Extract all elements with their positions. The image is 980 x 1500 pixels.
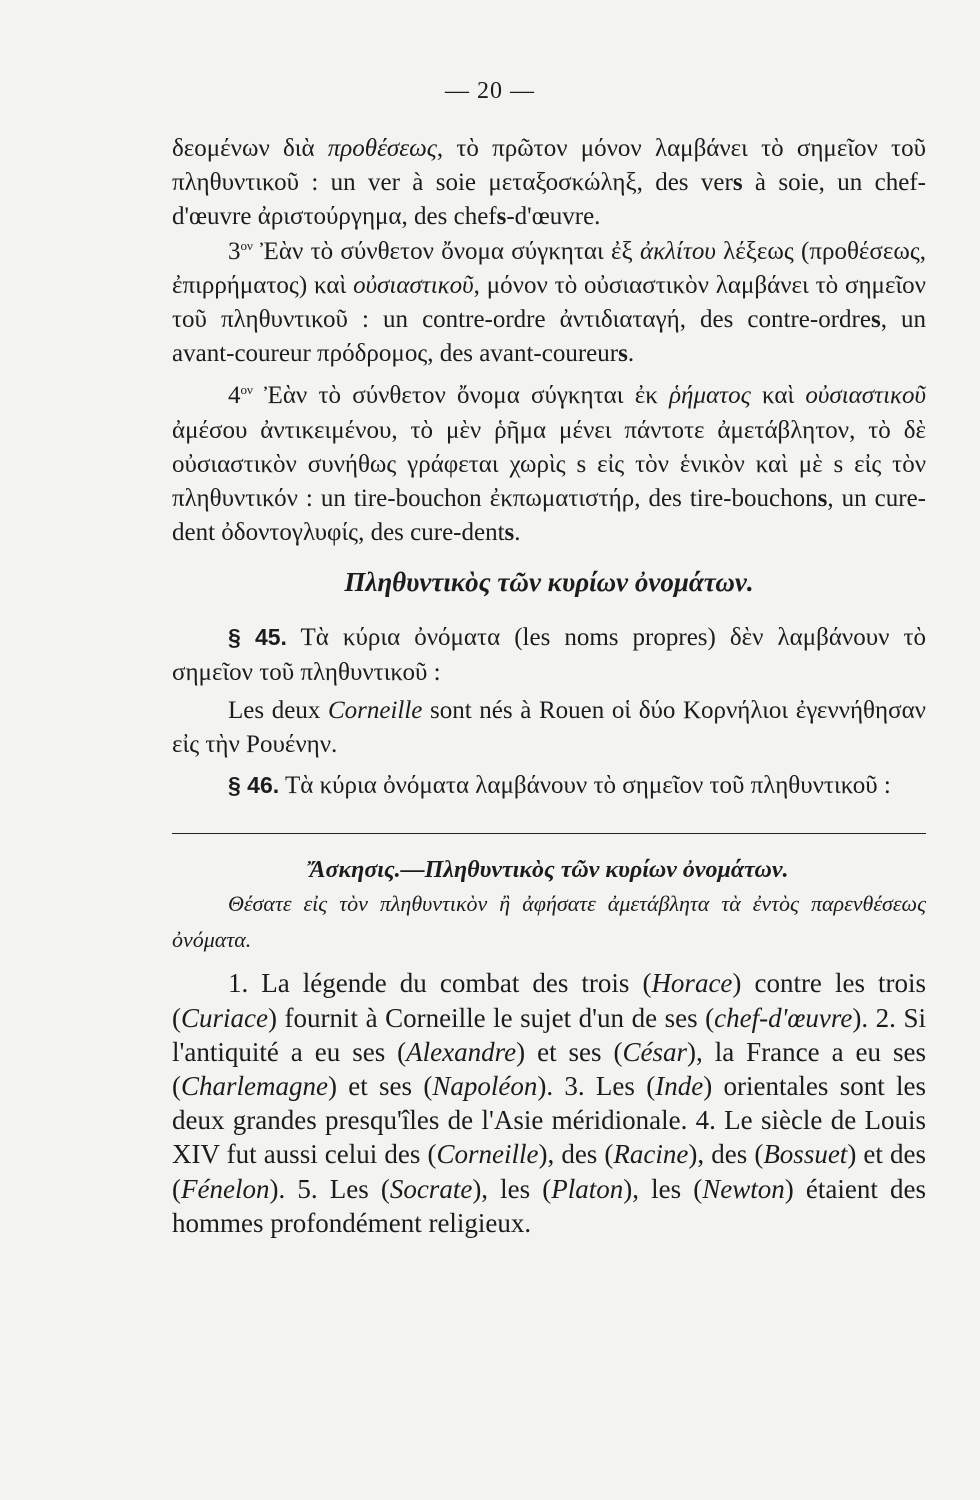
section-heading: Πληθυντικὸς τῶν κυρίων ὀνομάτων. <box>344 567 754 598</box>
text-run: . <box>627 340 635 368</box>
italic-run: Horace <box>651 968 733 999</box>
text-run: ) contre les trois ( <box>172 968 926 1033</box>
text-run: Τὰ κύρια ὀνόματα λαμβάνουν τὸ σημεῖον τοῦ πληθυντικοῦ : <box>279 772 891 800</box>
text-run: καὶ <box>750 382 806 410</box>
italic-run: Inde <box>655 1071 704 1102</box>
exercise-instruction: Θέσατε εἰς τὸν πληθυντικὸν ἢ ἀφήσατε ἀμετάβλητα τὰ ἐντὸς παρενθέσεως ὀνόματα. <box>172 891 926 953</box>
section-number: § 46. <box>228 772 280 799</box>
bold-plural-s: s <box>504 519 515 547</box>
italic-run: Charlemagne <box>181 1071 328 1102</box>
text-run: ), les ( <box>623 1173 703 1204</box>
text-run: , μόνον τὸ οὐσιαστικὸν λαμβάνει τὸ σημεῖον τοῦ πληθυντικοῦ : un contre-ordre ἀντιδιαταγή, des contre-ordre <box>172 271 926 334</box>
bold-plural-s: s <box>618 340 628 368</box>
text-run: Les deux <box>228 696 328 724</box>
italic-run: Napoléon <box>432 1071 538 1102</box>
text-run: ), des ( <box>688 1139 764 1170</box>
text-run: ) et ses ( <box>327 1071 433 1102</box>
text-run: Ἐὰν τὸ σύνθετον ὄνομα σύγκηται ἐκ <box>252 382 670 410</box>
page-number: — 20 — <box>445 78 535 104</box>
italic-run: Alexandre <box>406 1036 517 1067</box>
italic-run: Bossuet <box>763 1139 848 1170</box>
italic-run: ῥήματος <box>669 382 751 410</box>
text-run: sont nés à Rouen οἱ δύο Κορνήλιοι ἐγεννήθησαν εἰς τὴν Ρουένην. <box>172 696 926 759</box>
italic-run: Racine <box>613 1139 689 1170</box>
section-number: § 45. <box>228 624 287 651</box>
bold-plural-s: s <box>496 203 507 231</box>
section-46 <box>172 768 926 803</box>
example-45 <box>172 694 926 762</box>
divider-rule <box>172 833 926 834</box>
exercise-title: Ἄσκησις.—Πληθυντικὸς τῶν κυρίων ὀνομάτων. <box>309 857 789 884</box>
text-run: , un avant-coureur πρόδρομος, des avant-coureur <box>172 306 926 368</box>
text-run: ) et ses ( <box>516 1036 623 1067</box>
italic-run: ἀκλίτου <box>639 237 716 265</box>
text-run: , un cure-dent ὀδοντογλυφίς, des cure-dent <box>172 485 927 547</box>
text-run: ), des ( <box>538 1139 614 1170</box>
text-run: Ἐὰν τὸ σύνθετον ὄνομα σύγκηται ἐξ <box>252 237 640 265</box>
italic-run: Platon <box>551 1173 624 1204</box>
text-run: 1. La légende du combat des trois ( <box>228 968 652 999</box>
bold-plural-s: s <box>732 169 743 197</box>
text-run: à soie, un chef-d'œuvre ἀριστούργημα, des chef <box>172 169 926 231</box>
bold-plural-s: s <box>870 306 881 334</box>
text-run: ), la France a eu ses ( <box>172 1036 926 1102</box>
bold-plural-s: s <box>817 485 828 513</box>
text-run: ). 2. Si l'antiquité a eu ses ( <box>172 1002 926 1067</box>
ordinal-suffix: ον <box>240 237 253 253</box>
text-run: ) étaient des hommes profondément religieux. <box>172 1173 926 1238</box>
text-run: ), les ( <box>472 1173 552 1204</box>
exercise-text <box>172 966 926 1240</box>
paragraph-rule-4 <box>172 379 926 550</box>
italic-run: Corneille <box>327 696 423 724</box>
text-run: ) fournit à Corneille le sujet d'un de ses ( <box>268 1002 715 1033</box>
text-run: ) orientales sont les deux grandes presqu'îles de l'Asie méridionale. 4. Le siècle de Louis XIV fut aussi celui des ( <box>172 1071 927 1170</box>
text-run: ). 3. Les ( <box>537 1071 656 1102</box>
section-45 <box>172 620 926 689</box>
text-run: . <box>514 519 521 547</box>
rule-number: 3 <box>228 237 241 265</box>
italic-run: οὐσιαστικοῦ <box>353 271 474 299</box>
italic-run: προθέσεως <box>327 135 437 162</box>
italic-run: César <box>622 1036 688 1067</box>
text-run: ἀμέσου ἀντικειμένου, τὸ μὲν ῥῆμα μένει πάντοτε ἀμετάβλητον, τὸ δὲ οὐσιαστικὸν συνήθως γράφεται χωρὶς s εἰς τὸν ἑνικὸν καὶ μὲ s εἰς τὸν πληθυντικόν : un tire-bouchon ἐκπωματιστήρ, des tire-bouchon <box>172 416 926 513</box>
italic-run: Corneille <box>436 1139 539 1170</box>
italic-run: Fénelon <box>181 1173 270 1204</box>
text-run: δεομένων διὰ <box>172 135 328 162</box>
italic-run: Newton <box>702 1173 785 1204</box>
text-run: , τὸ πρῶτον μόνον λαμβάνει τὸ σημεῖον τοῦ πληθυντικοῦ : un ver à soie μεταξοσκώληξ, des ver <box>172 135 926 197</box>
text-run: ). 5. Les ( <box>269 1173 390 1204</box>
italic-run: Curiace <box>181 1002 268 1033</box>
text-run: Τὰ κύρια ὀνόματα (les noms propres) δὲν λαμβάνουν τὸ σημεῖον τοῦ πληθυντικοῦ : <box>172 624 926 686</box>
paragraph-rule-3 <box>172 235 926 372</box>
text-run: -d'œuvre. <box>506 203 601 231</box>
text-run: λέξεως (προθέσεως, ἐπιρρήματος) καὶ <box>172 237 926 299</box>
page-body <box>172 132 926 1240</box>
text-run: ) et des ( <box>172 1139 926 1204</box>
italic-run: οὐσιαστικοῦ <box>805 382 926 410</box>
ordinal-suffix: ον <box>240 382 253 398</box>
italic-run: Socrate <box>389 1173 473 1204</box>
rule-number: 4 <box>228 382 241 410</box>
paragraph-compound-prepositions-end <box>172 132 926 235</box>
italic-run: chef-d'œuvre <box>714 1002 853 1033</box>
